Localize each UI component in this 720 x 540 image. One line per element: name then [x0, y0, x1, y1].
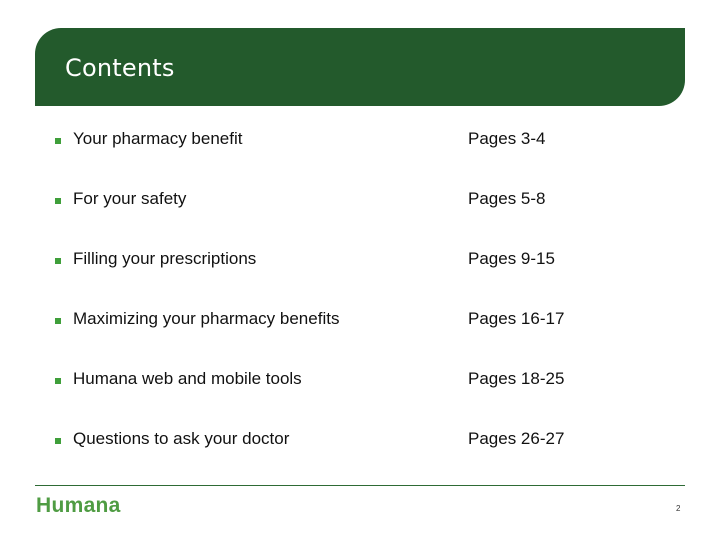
square-bullet-icon: [55, 138, 61, 144]
contents-row-pharmacy-benefit: [55, 129, 655, 155]
square-bullet-icon: [55, 318, 61, 324]
contents-item-pages: Pages 5-8: [468, 189, 546, 208]
contents-item-label: Questions to ask your doctor: [73, 429, 290, 448]
contents-item-label: Filling your prescriptions: [73, 249, 257, 268]
contents-row-questions-doctor: [55, 429, 655, 455]
contents-item-pages: Pages 9-15: [468, 249, 555, 268]
page-title: Contents: [65, 54, 175, 82]
contents-item-pages: Pages 18-25: [468, 369, 565, 388]
footer-divider: [35, 485, 685, 486]
square-bullet-icon: [55, 378, 61, 384]
contents-item-label: Humana web and mobile tools: [73, 369, 302, 388]
page-number: 2: [676, 504, 681, 513]
contents-item-pages: Pages 16-17: [468, 309, 565, 328]
contents-item-label: Maximizing your pharmacy benefits: [73, 309, 340, 328]
contents-item-label: Your pharmacy benefit: [73, 129, 243, 148]
title-bar: [35, 28, 685, 106]
square-bullet-icon: [55, 198, 61, 204]
humana-logo: Humana: [36, 494, 121, 517]
contents-item-pages: Pages 26-27: [468, 429, 565, 448]
contents-row-maximizing-benefits: [55, 309, 655, 335]
contents-row-safety: [55, 189, 655, 215]
contents-row-filling-prescriptions: [55, 249, 655, 275]
contents-item-pages: Pages 3-4: [468, 129, 546, 148]
contents-row-web-mobile-tools: [55, 369, 655, 395]
square-bullet-icon: [55, 258, 61, 264]
contents-item-label: For your safety: [73, 189, 187, 208]
square-bullet-icon: [55, 438, 61, 444]
